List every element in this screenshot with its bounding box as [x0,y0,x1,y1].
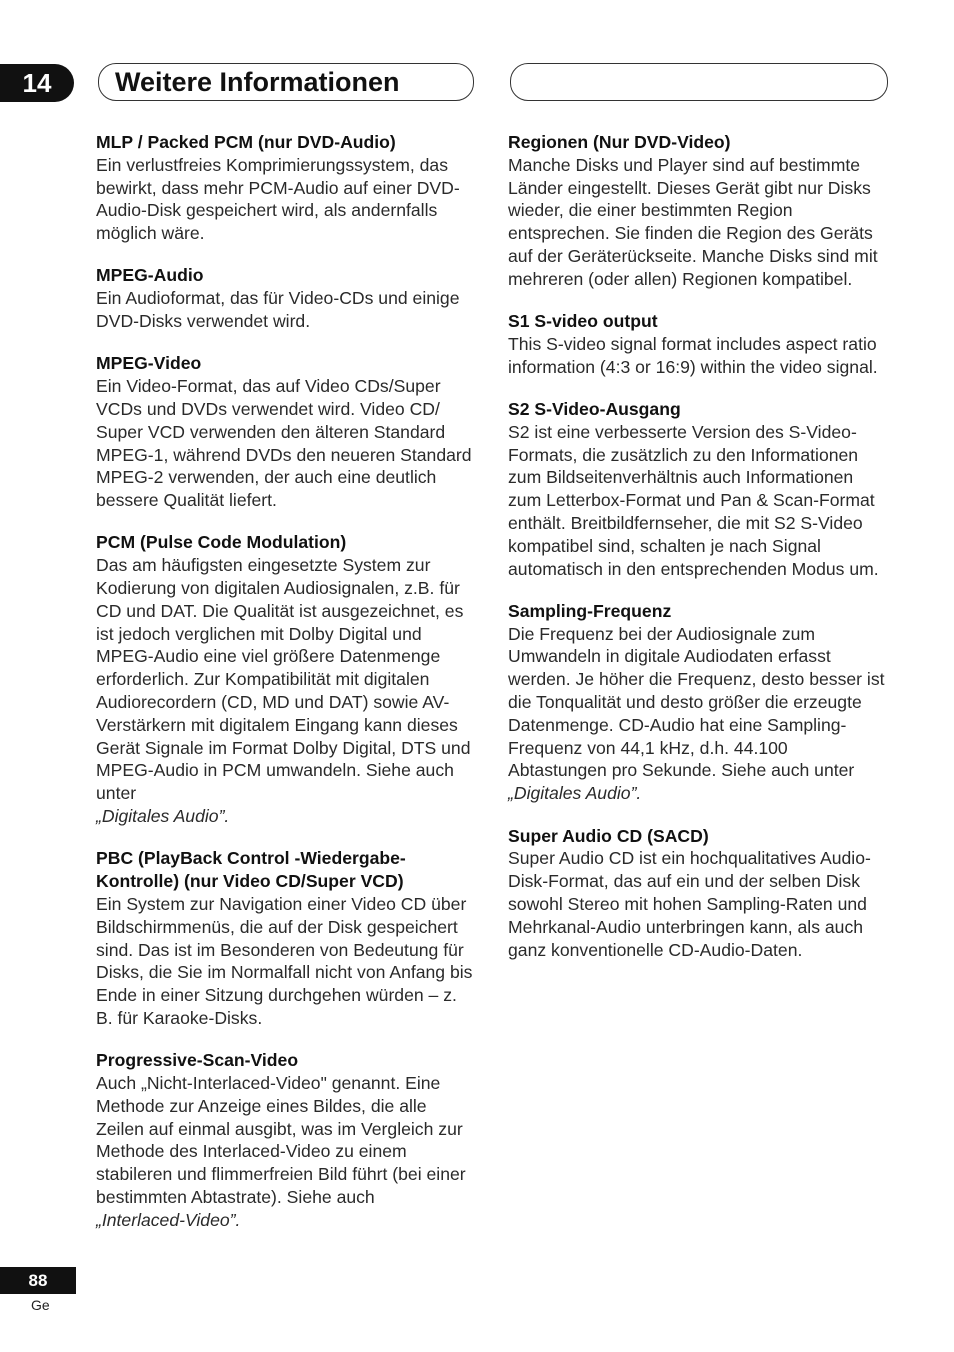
header-empty-box [510,63,888,101]
glossary-entry [508,310,888,378]
right-column [508,131,888,981]
chapter-title-box [98,63,474,101]
glossary-entry [96,847,476,1029]
glossary-description: Super Audio CD ist ein hochqualitatives Audio-Disk-Format, das auf ein und der selben Disk sowohl Stereo mit hohen Sampling-Raten und Mehrkanal-Audio unterbringen kann, als auch ganz konventionelle CD-Audio-Daten. [508,848,871,960]
glossary-term: MPEG-Video [96,353,202,374]
glossary-description: Manche Disks und Player sind auf bestimmte Länder eingestellt. Dieses Gerät gibt nur Disks wieder, die einer bestimmten Region entsprechen. Sie finden die Region des Geräts auf der Geräterückseite. Manche Disks sind mit mehreren (oder allen) Regionen kompatibel. [508,154,878,289]
glossary-description: Die Frequenz bei der Audiosignale zum Umwandeln in digitale Audiodaten erfasst werden. Je höher die Frequenz, desto besser ist die Tonqualität und desto größer die erzeugte Datenmenge. CD-Audio hat eine Sampling-Frequenz von 44,1 kHz, d.h. 44.100 Abtastungen pro Sekunde. Siehe auch unter [508,623,885,781]
glossary-term: MLP / Packed PCM (nur DVD-Audio) [96,132,396,152]
chapter-title: Weitere Informationen [115,67,400,97]
glossary-entry [96,531,476,827]
glossary-cross-reference: „Digitales Audio”. [96,806,230,827]
glossary-entry [96,352,476,512]
glossary-description: Ein Video-Format, das auf Video CDs/Super VCDs und DVDs verwendet wird. Video CD/ Super VCD verwenden den älteren Standard MPEG-1, während DVDs den neueren Standard MPEG-2 verwenden, der auch eine deutlich bessere Qualität liefert. [96,376,472,511]
glossary-term: S1 S-video output [508,311,658,332]
glossary-term: Sampling-Frequenz [508,600,672,621]
glossary-description: S2 ist eine verbesserte Version des S-Video-Formats, die zusätzlich zu den Informationen zum Bildseitenverhältnis auch Informationen zum Letterbox-Format und Pan & Scan-Format enthält. Breitbildfernseher, die mit S2 S-Video kompatibel sind, schalten je nach Signal automatisch in den entsprechenden Modus um. [508,421,879,579]
glossary-description: Ein Audioformat, das für Video-CDs und einige DVD-Disks verwendet wird. [96,288,460,332]
glossary-term: PBC (PlayBack Control -Wiedergabe-Kontrolle) (nur Video CD/Super VCD) [96,848,406,892]
glossary-entry [96,1049,476,1231]
glossary-term: Super Audio CD (SACD) [508,825,709,846]
glossary-entry [96,131,476,245]
glossary-description: Ein System zur Navigation einer Video CD über Bildschirmmenüs, die auf der Disk gespeichert sind. Das ist im Besonderen von Bedeutung für Disks, die Sie im Normalfall nicht von Anfang bis Ende in einer Sitzung durchgehen würden – z. B. für Karaoke-Disks. [96,893,473,1028]
glossary-description: Auch „Nicht-Interlaced-Video" genannt. Eine Methode zur Anzeige eines Bildes, die alle Zeilen auf einmal ausgibt, was im Vergleich zur Methode des Interlaced-Video zu einem stabileren und flimmerfreien Bild führt (bei einer bestimmten Abtastrate). Siehe auch [96,1072,466,1207]
glossary-term: Regionen (Nur DVD-Video) [508,132,731,152]
glossary-cross-reference: „Interlaced-Video”. [96,1209,241,1230]
glossary-entry [96,264,476,332]
glossary-entry [508,825,888,962]
glossary-cross-reference: „Digitales Audio”. [508,783,642,804]
glossary-description: Das am häufigsten eingesetzte System zur Kodierung von digitalen Audiosignalen, z.B. für CD und DAT. Die Qualität ist ausgezeichnet, es ist jedoch verglichen mit Dolby Digital und MPEG-Audio eine viel größere Datenmenge erforderlich. Zur Kompatibilität mit digitalen Audiorecordern (CD, MD und DAT) sowie AV-Verstärkern mit digitalem Eingang kann dieses Gerät Signale im Format Dolby Digital, DTS und MPEG-Audio in PCM umwandeln. Siehe auch unter [96,555,471,804]
page-number: 88 [0,1267,76,1294]
glossary-entry [508,398,888,580]
glossary-term: Progressive-Scan-Video [96,1050,299,1071]
glossary-term: MPEG-Audio [96,265,204,286]
language-code: Ge [31,1297,50,1313]
left-column [96,131,476,1251]
glossary-term: S2 S-Video-Ausgang [508,398,681,419]
glossary-entry [508,600,888,805]
glossary-description: Ein verlustfreies Komprimierungssystem, das bewirkt, dass mehr PCM-Audio auf einer DVD-Audio-Disk gespeichert wird, als andernfalls möglich wäre. [96,154,460,244]
chapter-number-badge: 14 [0,64,74,102]
glossary-entry [508,131,888,291]
glossary-term: PCM (Pulse Code Modulation) [96,532,347,553]
glossary-description: This S-video signal format includes aspect ratio information (4:3 or 16:9) within the video signal. [508,333,878,377]
